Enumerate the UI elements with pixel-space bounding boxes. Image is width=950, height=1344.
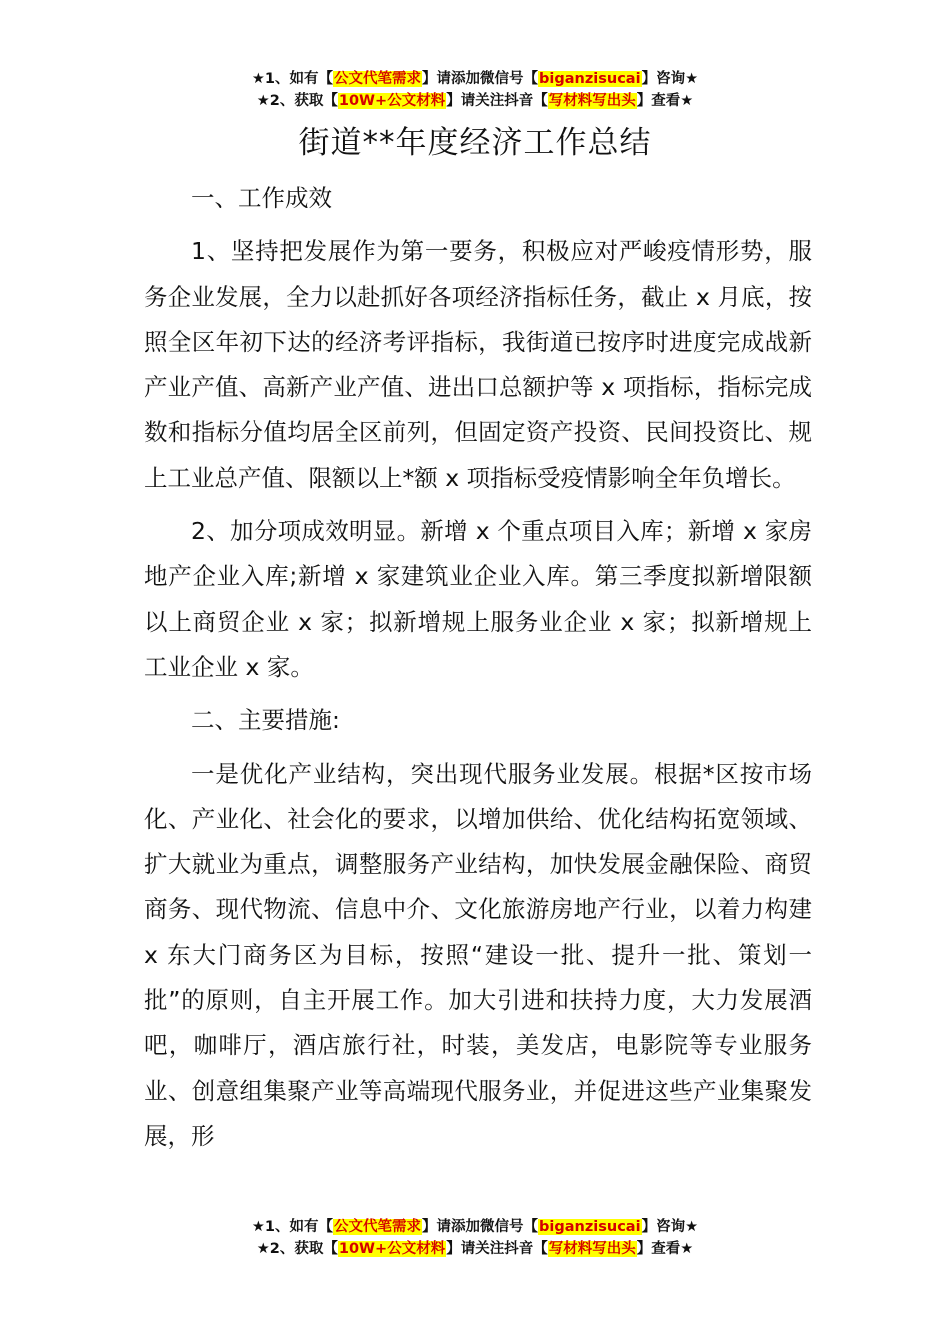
banner-text: 】请添加微信号【 <box>422 1219 539 1235</box>
banner-text: 】查看★ <box>636 93 694 109</box>
banner-highlight: 10W+公文材料 <box>338 93 446 109</box>
banner-text: ★2、获取【 <box>256 93 338 109</box>
bottom-banner <box>0 1216 950 1260</box>
section-heading: 二、主要措施: <box>191 706 340 735</box>
banner-highlight: 公文代笔需求 <box>334 1219 422 1235</box>
document-body <box>144 176 812 1167</box>
paragraph: 2、加分项成效明显。新增 x 个重点项目入库；新增 x 家房地产企业入库;新增 x 家建筑业企业入库。第三季度拟新增限额以上商贸企业 x 家；拟新增规上服务业企业 x 家；拟新增规上工业企业 x 家。 <box>144 517 812 681</box>
section-heading: 一、工作成效 <box>191 184 332 212</box>
banner-text: 】请关注抖音【 <box>446 1241 548 1257</box>
banner-text: 】查看★ <box>636 1241 694 1257</box>
banner-line-1 <box>0 1216 950 1238</box>
banner-text: ★2、获取【 <box>256 1241 338 1257</box>
banner-line-1 <box>0 68 950 90</box>
paragraph: 一是优化产业结构，突出现代服务业发展。根据*区按市场化、产业化、社会化的要求，以增加供给、优化结构拓宽领域、扩大就业为重点，调整服务产业结构，加快发展金融保险、商贸商务、现代物流、信息中介、文化旅游房地产行业，以着力构建 x 东大门商务区为目标，按照“建设一批、提升一批、策划一批”的原则，自主开展工作。加大引进和扶持力度，大力发展酒吧，咖啡厅，酒店旅行社，时装，美发店，电影院等专业服务业、创意组集聚产业等高端现代服务业，并促进这些产业集聚发展，形 <box>144 759 812 1150</box>
banner-text: 】咨询★ <box>641 1219 699 1235</box>
banner-line-2 <box>0 90 950 112</box>
banner-text: ★1、如有【 <box>251 71 334 87</box>
banner-text: 】请添加微信号【 <box>422 71 539 87</box>
banner-highlight: biganzisucai <box>539 1219 641 1235</box>
paragraph: 1、坚持把发展作为第一要务，积极应对严峻疫情形势，服务企业发展，全力以赴抓好各项经济指标任务，截止 x 月底，按照全区年初下达的经济考评指标，我街道已按序时进度完成战新产业产值、高新产业产值、进出口总额护等 x 项指标，指标完成数和指标分值均居全区前列，但固定资产投资、民间投资比、规上工业总产值、限额以上*额 x 项指标受疫情影响全年负增长。 <box>144 237 812 492</box>
document-title: 街道**年度经济工作总结 <box>298 125 652 161</box>
banner-text: ★1、如有【 <box>251 1219 334 1235</box>
banner-text: 】咨询★ <box>641 71 699 87</box>
banner-text: 】请关注抖音【 <box>446 93 548 109</box>
banner-highlight: 写材料写出头 <box>548 1241 636 1257</box>
banner-highlight: 10W+公文材料 <box>338 1241 446 1257</box>
banner-highlight: 写材料写出头 <box>548 93 636 109</box>
banner-highlight: 公文代笔需求 <box>334 71 422 87</box>
banner-line-2 <box>0 1238 950 1260</box>
top-banner <box>0 68 950 112</box>
banner-highlight: biganzisucai <box>539 71 641 87</box>
